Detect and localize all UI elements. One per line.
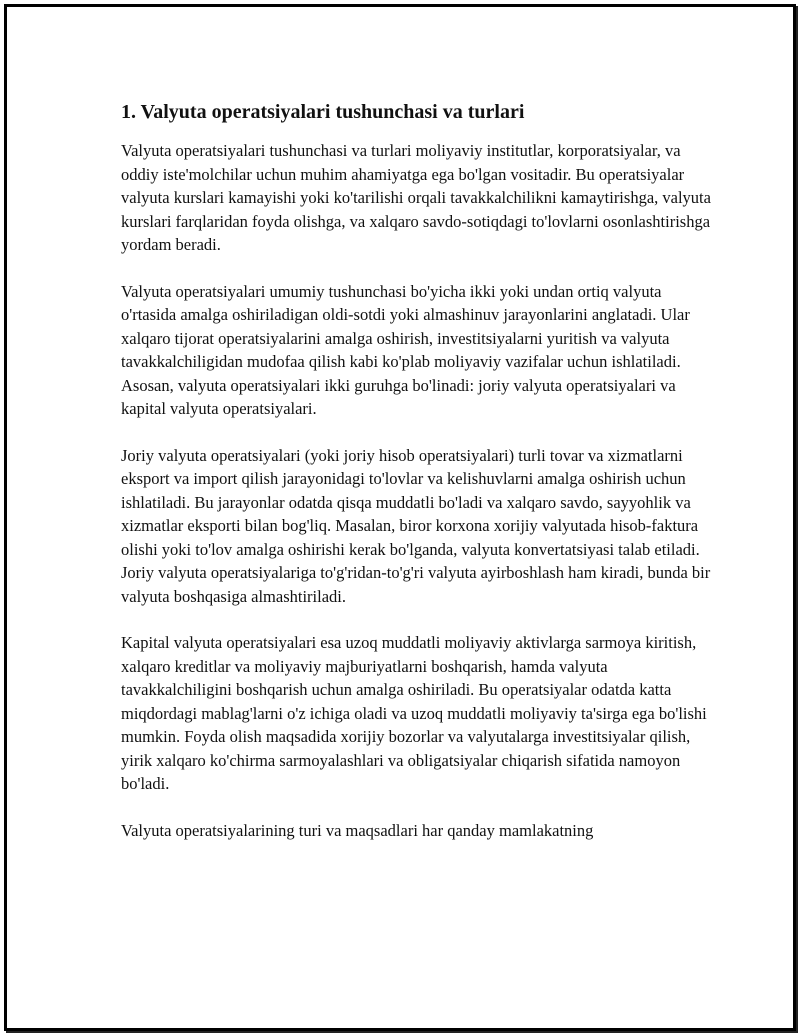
paragraph-1: Valyuta operatsiyalari tushunchasi va turlari moliyaviy institutlar, korporatsiyalar, va oddiy iste'molchilar uchun muhim ahamiyatga ega bo'lgan vositadir. Bu operatsiyalar valyuta kurslari kamayishi yoki ko'tarilishi orqali tavakkalchilikni kamaytirishga, valyuta kurslari farqlaridan foyda olishga, va xalqaro savdo-sotiqdagi to'lovlarni osonlashtirishga yordam beradi. — [121, 141, 711, 254]
paragraph-3: Joriy valyuta operatsiyalari (yoki joriy hisob operatsiyalari) turli tovar va xizmatlarni eksport va import qilish jarayonidagi to'lovlar va kelishuvlarni amalga oshirish uchun ishlatiladi. Bu jarayonlar odatda qisqa muddatli bo'ladi va xalqaro savdo, sayyohlik va xizmatlar eksporti bilan bog'liq. Masalan, biror korxona xorijiy valyutada hisob-faktura olishi yoki to'lov amalga oshirishi kerak bo'lganda, valyuta konvertatsiyasi talab etiladi. Joriy valyuta operatsiyalariga to'g'ridan-to'g'ri valyuta ayirboshlash ham kiradi, bunda bir valyuta boshqasiga almashtiriladi. — [121, 445, 711, 606]
paragraph-4: Kapital valyuta operatsiyalari esa uzoq muddatli moliyaviy aktivlarga sarmoya kiritish, xalqaro kreditlar va moliyaviy majburiyatlarni boshqarish, hamda valyuta tavakkalchiligini boshqarish uchun amalga oshiriladi. Bu operatsiyalar odatda katta miqdordagi mablag'larni o'z ichiga oladi va uzoq muddatli moliyaviy ta'sirga ega bo'lishi mumkin. Foyda olish maqsadida xorijiy bozorlar va valyutalarga investitsiyalar qilish, yirik xalqaro ko'chirma sarmoyalashlari va obligatsiyalar chiqarish sifatida namoyon bo'ladi. — [121, 633, 707, 793]
paragraph-5: Valyuta operatsiyalarining turi va maqsadlari har qanday mamlakatning — [121, 820, 594, 840]
section-heading: 1. Valyuta operatsiyalari tushunchasi va turlari — [121, 101, 525, 123]
document-body — [121, 99, 711, 865]
paragraph-2: Valyuta operatsiyalari umumiy tushunchasi bo'yicha ikki yoki undan ortiq valyuta o'rtasida amalga oshiriladigan oldi-sotdi yoki almashinuv jarayonlarini anglatadi. Ular xalqaro tijorat operatsiyalarini amalga oshirish, investitsiyalarni yuritish va valyuta tavakkalchiligidan mudofaa qilish kabi ko'plab moliyaviy vazifalar uchun ishlatiladi. Asosan, valyuta operatsiyalari ikki guruhga bo'linadi: joriy valyuta operatsiyalari va kapital valyuta operatsiyalari. — [121, 281, 690, 418]
page-frame — [4, 4, 796, 1031]
